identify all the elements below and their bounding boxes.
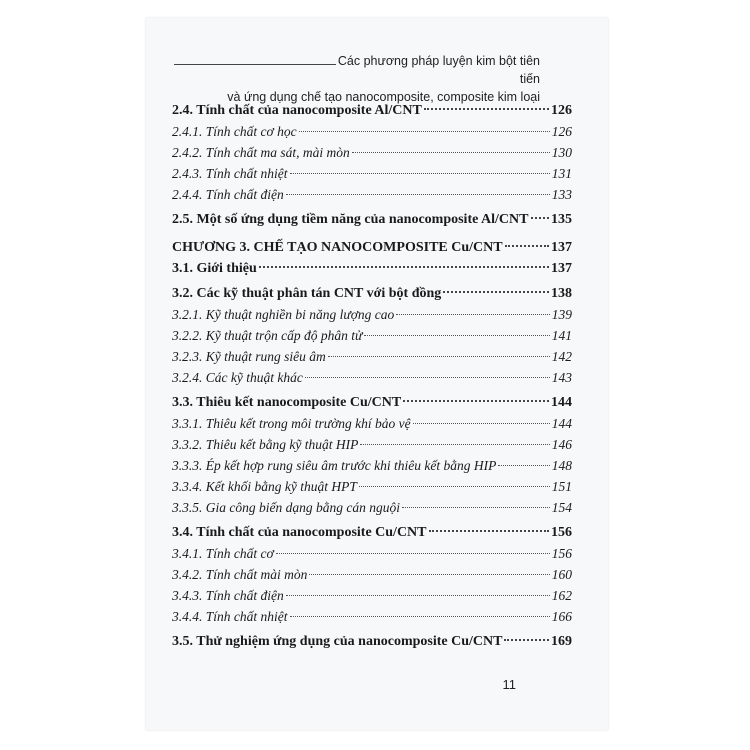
toc-entry-label: 3.3.1. Thiêu kết trong môi trường khí bảo vệ: [172, 416, 411, 431]
book-page: [146, 18, 608, 730]
dot-leader: [290, 616, 550, 617]
dot-leader: [352, 152, 550, 153]
toc-entry-page: 166: [551, 609, 572, 624]
dot-leader: [286, 595, 550, 596]
toc-subsection: [172, 121, 572, 142]
toc-entry-label: 3.2.1. Kỹ thuật nghiền bi năng lượng cao: [172, 307, 395, 322]
toc-section: [172, 258, 572, 279]
toc-subsection: [172, 367, 572, 388]
header-line-2: và ứng dụng chế tạo nanocomposite, composite kim loại: [227, 90, 540, 104]
toc-entry-label: 3.3.5. Gia công biến dạng bằng cán nguội: [172, 500, 400, 515]
header-line-1: Các phương pháp luyện kim bột tiên tiến: [337, 54, 540, 86]
toc-entry-label: 2.4.2. Tính chất ma sát, mài mòn: [172, 145, 350, 160]
toc-entry-page: 156: [551, 525, 572, 540]
toc-chapter: [172, 237, 572, 258]
toc-entry-page: 137: [551, 261, 572, 276]
toc-entry-label: 3.3.2. Thiêu kết bằng kỹ thuật HIP: [172, 437, 359, 452]
toc-subsection: [172, 585, 572, 606]
toc-subsection: [172, 434, 572, 455]
toc-section: [172, 100, 572, 121]
dot-leader: [299, 131, 550, 132]
toc-entry-page: 142: [551, 349, 572, 364]
toc-entry-page: 126: [551, 103, 572, 118]
toc-entry-page: 154: [551, 500, 572, 515]
toc-subsection: [172, 325, 572, 346]
dot-leader: [305, 377, 550, 378]
running-header: [146, 52, 540, 106]
toc-entry-page: 131: [551, 166, 572, 181]
dot-leader: [276, 553, 550, 554]
toc-entry-page: 133: [551, 187, 572, 202]
toc-entry-page: 135: [551, 212, 572, 227]
toc-entry-label: 2.4.3. Tính chất nhiệt: [172, 166, 288, 181]
toc-entry-page: 144: [551, 416, 572, 431]
toc-subsection: [172, 142, 572, 163]
toc-entry-page: 126: [551, 124, 572, 139]
toc-entry-page: 148: [551, 458, 572, 473]
dot-leader: [309, 574, 549, 575]
dot-leader: [413, 423, 550, 424]
toc-entry-label: 2.4.4. Tính chất điện: [172, 187, 284, 202]
toc-entry-label: 3.1. Giới thiệu: [172, 261, 257, 276]
dot-leader: [360, 444, 549, 445]
toc-subsection: [172, 346, 572, 367]
dot-leader: [429, 530, 549, 532]
toc-entry-page: 130: [551, 145, 572, 160]
toc-entry-page: 146: [551, 437, 572, 452]
toc-entry-label: 3.4.1. Tính chất cơ: [172, 546, 274, 561]
toc-entry-page: 160: [551, 567, 572, 582]
toc-section: [172, 209, 572, 230]
toc-entry-label: 3.5. Thử nghiệm ứng dụng của nanocomposite Cu/CNT: [172, 634, 503, 649]
toc-entry-label: 3.3. Thiêu kết nanocomposite Cu/CNT: [172, 395, 402, 410]
toc-subsection: [172, 564, 572, 585]
toc-subsection: [172, 543, 572, 564]
dot-leader: [364, 335, 549, 336]
table-of-contents: [172, 100, 572, 652]
dot-leader: [531, 217, 550, 219]
toc-entry-page: 162: [551, 588, 572, 603]
toc-entry-label: 3.4. Tính chất của nanocomposite Cu/CNT: [172, 525, 427, 540]
toc-entry-page: 139: [551, 307, 572, 322]
dot-leader: [403, 400, 549, 402]
toc-entry-label: 3.2.3. Kỹ thuật rung siêu âm: [172, 349, 326, 364]
toc-entry-label: CHƯƠNG 3. CHẾ TẠO NANOCOMPOSITE Cu/CNT: [172, 240, 503, 255]
dot-leader: [328, 356, 550, 357]
toc-subsection: [172, 606, 572, 627]
toc-entry-label: 3.4.4. Tính chất nhiệt: [172, 609, 288, 624]
toc-entry-label: 2.4. Tính chất của nanocomposite Al/CNT: [172, 103, 422, 118]
toc-subsection: [172, 304, 572, 325]
toc-entry-page: 138: [551, 286, 572, 301]
toc-entry-page: 141: [551, 328, 572, 343]
toc-subsection: [172, 184, 572, 205]
toc-entry-label: 3.2.4. Các kỹ thuật khác: [172, 370, 303, 385]
toc-entry-label: 2.4.1. Tính chất cơ học: [172, 124, 297, 139]
dot-leader: [505, 245, 549, 247]
toc-subsection: [172, 413, 572, 434]
toc-entry-label: 3.2. Các kỹ thuật phân tán CNT với bột đồng: [172, 286, 442, 301]
toc-section: [172, 283, 572, 304]
toc-entry-page: 144: [551, 395, 572, 410]
dot-leader: [504, 639, 549, 641]
toc-entry-page: 151: [551, 479, 572, 494]
toc-subsection: [172, 497, 572, 518]
dot-leader: [443, 291, 549, 293]
toc-entry-page: 169: [551, 634, 572, 649]
dot-leader: [290, 173, 550, 174]
toc-entry-page: 143: [551, 370, 572, 385]
toc-entry-label: 3.3.4. Kết khối bằng kỹ thuật HPT: [172, 479, 357, 494]
dot-leader: [359, 486, 550, 487]
toc-subsection: [172, 476, 572, 497]
dot-leader: [498, 465, 549, 466]
dot-leader: [424, 108, 549, 110]
toc-subsection: [172, 163, 572, 184]
toc-section: [172, 522, 572, 543]
toc-entry-label: 3.4.3. Tính chất điện: [172, 588, 284, 603]
toc-subsection: [172, 455, 572, 476]
dot-leader: [286, 194, 550, 195]
dot-leader: [402, 507, 550, 508]
toc-section: [172, 392, 572, 413]
dot-leader: [259, 266, 549, 268]
toc-entry-label: 3.2.2. Kỹ thuật trộn cấp độ phân tử: [172, 328, 363, 343]
toc-entry-label: 3.3.3. Ép kết hợp rung siêu âm trước khi thiêu kết bằng HIP: [172, 458, 497, 473]
page-number: 11: [502, 677, 516, 692]
toc-section: [172, 631, 572, 652]
toc-entry-page: 137: [551, 240, 572, 255]
toc-entry-page: 156: [551, 546, 572, 561]
toc-entry-label: 3.4.2. Tính chất mài mòn: [172, 567, 308, 582]
toc-entry-label: 2.5. Một số ứng dụng tiềm năng của nanocomposite Al/CNT: [172, 212, 529, 227]
dot-leader: [396, 314, 549, 315]
